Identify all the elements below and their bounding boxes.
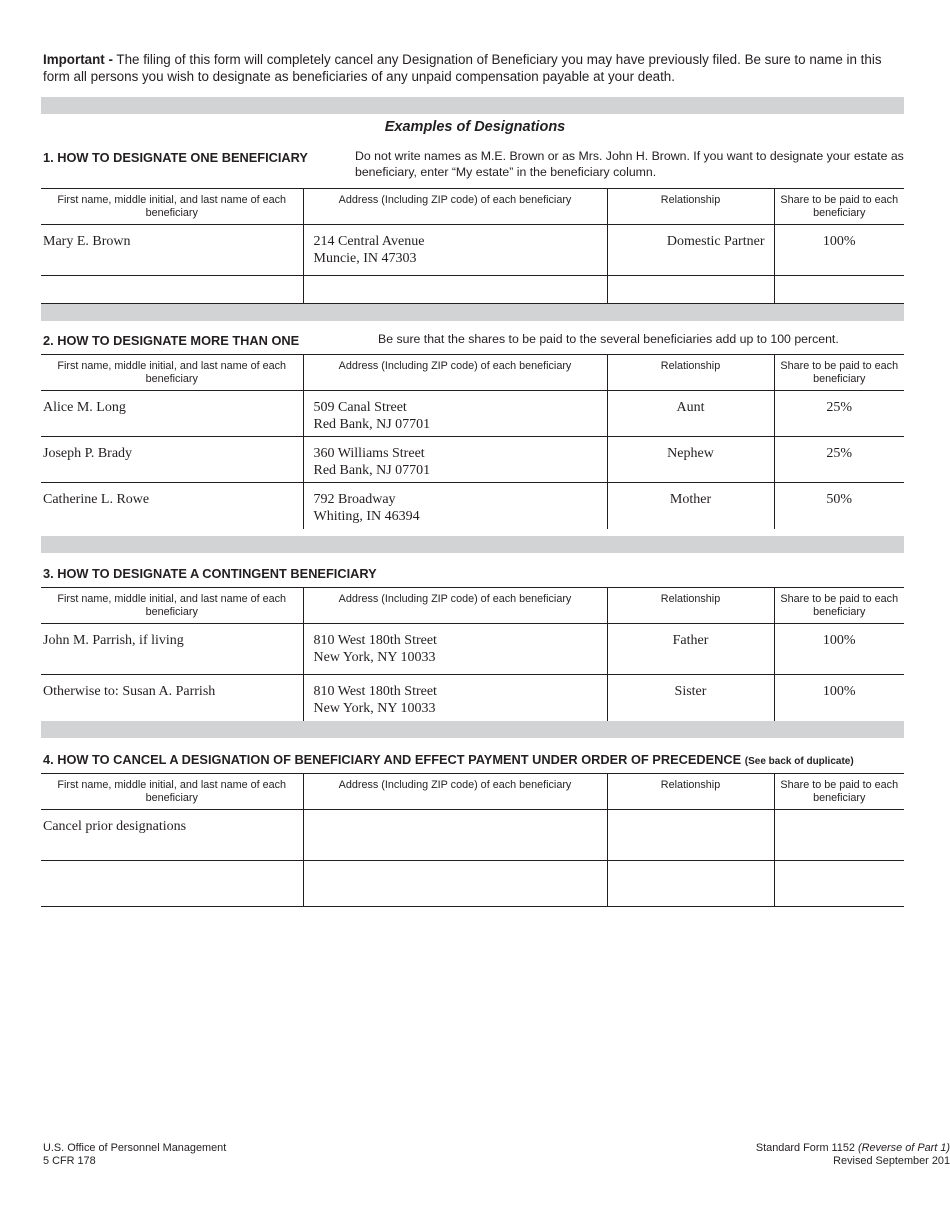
section-1-table	[41, 188, 904, 304]
header-share: Share to be paid to each beneficiary	[774, 355, 904, 391]
beneficiary-share	[774, 810, 904, 861]
beneficiary-address	[303, 861, 607, 907]
header-address: Address (Including ZIP code) of each beneficiary	[303, 588, 607, 624]
section-3-title: 3. HOW TO DESIGNATE A CONTINGENT BENEFICIARY	[43, 566, 377, 581]
header-share: Share to be paid to each beneficiary	[774, 588, 904, 624]
address-line-1: 214 Central Avenue	[313, 234, 425, 249]
section-2-table	[41, 354, 904, 529]
table-row	[41, 483, 904, 529]
beneficiary-address	[303, 391, 607, 437]
beneficiary-name	[41, 861, 303, 907]
important-text: The filing of this form will completely cancel any Designation of Beneficiary you may have previously filed. Be sure to name in this form all persons you wish to designate as beneficiaries of any unpaid compensation payable at your death.	[43, 52, 882, 84]
beneficiary-name: Mary E. Brown	[41, 225, 303, 276]
table-row	[41, 624, 904, 675]
address-line-2: Muncie, IN 47303	[313, 251, 417, 266]
beneficiary-address	[303, 276, 607, 304]
section-1-title: 1. HOW TO DESIGNATE ONE BENEFICIARY	[43, 150, 308, 165]
section-2-note: Be sure that the shares to be paid to the several beneficiaries add up to 100 percent.	[378, 332, 839, 346]
gray-band	[41, 304, 904, 321]
footer-left	[43, 1142, 226, 1168]
header-relationship: Relationship	[607, 774, 774, 810]
header-relationship: Relationship	[607, 355, 774, 391]
address-line-2: New York, NY 10033	[313, 701, 436, 716]
beneficiary-name: John M. Parrish, if living	[41, 624, 303, 675]
header-name: First name, middle initial, and last name of each beneficiary	[41, 774, 303, 810]
form-part: (Reverse of Part 1)	[858, 1142, 950, 1154]
gray-band	[41, 536, 904, 553]
header-address: Address (Including ZIP code) of each beneficiary	[303, 774, 607, 810]
section-4-table	[41, 773, 904, 907]
beneficiary-share: 25%	[774, 391, 904, 437]
address-line-1: 509 Canal Street	[313, 400, 407, 415]
address-line-1: 792 Broadway	[313, 492, 396, 507]
section-2-title: 2. HOW TO DESIGNATE MORE THAN ONE	[43, 333, 300, 348]
beneficiary-share: 50%	[774, 483, 904, 529]
section-4-title	[43, 752, 854, 767]
header-name: First name, middle initial, and last name of each beneficiary	[41, 355, 303, 391]
header-relationship: Relationship	[607, 189, 774, 225]
footer-revision: Revised September 201	[833, 1155, 950, 1167]
header-name: First name, middle initial, and last name of each beneficiary	[41, 189, 303, 225]
beneficiary-share	[774, 276, 904, 304]
important-label: Important -	[43, 52, 113, 67]
beneficiary-name: Alice M. Long	[41, 391, 303, 437]
beneficiary-share: 25%	[774, 437, 904, 483]
table-row	[41, 225, 904, 276]
beneficiary-address	[303, 437, 607, 483]
beneficiary-relationship	[607, 810, 774, 861]
beneficiary-address	[303, 225, 607, 276]
address-line-2: Whiting, IN 46394	[313, 509, 420, 524]
beneficiary-share: 100%	[774, 225, 904, 276]
beneficiary-share: 100%	[774, 624, 904, 675]
important-notice	[43, 52, 903, 85]
beneficiary-name: Catherine L. Rowe	[43, 492, 150, 507]
beneficiary-name: Cancel prior designations	[41, 810, 303, 861]
beneficiary-relationship: Domestic Partner	[607, 225, 774, 276]
table-row	[41, 391, 904, 437]
beneficiary-relationship: Nephew	[607, 437, 774, 483]
address-line-1: 360 Williams Street	[313, 446, 425, 461]
address-line-2: Red Bank, NJ 07701	[313, 417, 431, 432]
beneficiary-name	[41, 276, 303, 304]
header-relationship: Relationship	[607, 588, 774, 624]
table-row-empty	[41, 276, 904, 304]
form-number: Standard Form 1152	[755, 1142, 858, 1154]
header-name: First name, middle initial, and last name of each beneficiary	[41, 588, 303, 624]
beneficiary-address	[303, 810, 607, 861]
beneficiary-share	[774, 861, 904, 907]
beneficiary-relationship	[607, 861, 774, 907]
table-row-empty	[41, 861, 904, 907]
gray-band	[41, 721, 904, 738]
beneficiary-relationship: Aunt	[607, 391, 774, 437]
section-1-note: Do not write names as M.E. Brown or as Mrs. John H. Brown. If you want to designate your estate as beneficiary, enter “My estate” in the beneficiary column.	[355, 149, 904, 179]
beneficiary-address	[303, 624, 607, 675]
header-share: Share to be paid to each beneficiary	[774, 189, 904, 225]
header-share: Share to be paid to each beneficiary	[774, 774, 904, 810]
beneficiary-share: 100%	[774, 675, 904, 721]
footer-agency: U.S. Office of Personnel Management	[43, 1142, 227, 1154]
examples-title: Examples of Designations	[384, 119, 566, 135]
beneficiary-relationship: Sister	[607, 675, 774, 721]
footer-cfr: 5 CFR 178	[43, 1155, 96, 1167]
section-4-title-text: 4. HOW TO CANCEL A DESIGNATION OF BENEFICIARY AND EFFECT PAYMENT UNDER ORDER OF PRECEDENCE	[43, 752, 742, 767]
beneficiary-relationship	[607, 276, 774, 304]
beneficiary-address	[303, 483, 607, 529]
address-line-1: 810 West 180th Street	[313, 684, 437, 699]
address-line-2: New York, NY 10033	[313, 650, 436, 665]
table-row	[41, 437, 904, 483]
section-4-title-note: (See back of duplicate)	[744, 756, 854, 767]
beneficiary-relationship: Mother	[607, 483, 774, 529]
beneficiary-name: Otherwise to: Susan A. Parrish	[43, 684, 216, 699]
table-row	[41, 675, 904, 721]
address-line-1: 810 West 180th Street	[313, 633, 437, 648]
section-3-table	[41, 587, 904, 721]
gray-band	[41, 97, 904, 114]
address-line-2: Red Bank, NJ 07701	[313, 463, 431, 478]
table-row	[41, 810, 904, 861]
footer-form-number	[600, 1142, 950, 1155]
header-address: Address (Including ZIP code) of each beneficiary	[303, 355, 607, 391]
beneficiary-name: Joseph P. Brady	[41, 437, 303, 483]
header-address: Address (Including ZIP code) of each beneficiary	[303, 189, 607, 225]
footer-right	[600, 1142, 950, 1168]
beneficiary-address	[303, 675, 607, 721]
beneficiary-relationship: Father	[607, 624, 774, 675]
